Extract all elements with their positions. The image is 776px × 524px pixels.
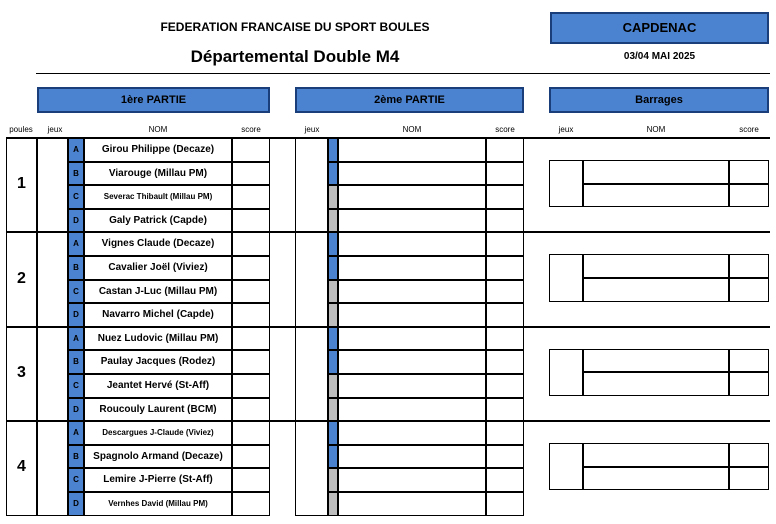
- player-letter: A: [68, 232, 84, 256]
- jeux-cell: [37, 232, 68, 326]
- player-letter: A: [68, 421, 84, 445]
- player-letter: B: [68, 256, 84, 280]
- marker-cell: [328, 138, 338, 162]
- score-cell: [486, 185, 524, 209]
- player-letter: D: [68, 398, 84, 422]
- barrage-score-cell: [729, 184, 769, 208]
- barrage-name-cell: [583, 372, 729, 396]
- score-cell: [232, 445, 270, 469]
- marker-cell: [328, 162, 338, 186]
- score-cell: [486, 138, 524, 162]
- player-letter: C: [68, 185, 84, 209]
- score-cell: [232, 232, 270, 256]
- score-cell: [486, 256, 524, 280]
- player-name: Cavalier Joël (Viviez): [84, 256, 232, 280]
- score-cell: [486, 445, 524, 469]
- header-divider: [36, 73, 770, 74]
- marker-cell: [328, 185, 338, 209]
- score-cell: [232, 185, 270, 209]
- score-cell: [486, 232, 524, 256]
- player-name: Vernhes David (Millau PM): [84, 492, 232, 516]
- player-name: Castan J-Luc (Millau PM): [84, 280, 232, 304]
- name-cell: [338, 138, 486, 162]
- score-cell: [486, 374, 524, 398]
- player-letter: C: [68, 374, 84, 398]
- player-name: Roucouly Laurent (BCM): [84, 398, 232, 422]
- name-cell: [338, 421, 486, 445]
- marker-cell: [328, 350, 338, 374]
- name-cell: [338, 209, 486, 233]
- score-cell: [232, 280, 270, 304]
- name-cell: [338, 162, 486, 186]
- name-cell: [338, 232, 486, 256]
- score-cell: [232, 468, 270, 492]
- name-cell: [338, 374, 486, 398]
- score-cell: [232, 303, 270, 327]
- player-name: Paulay Jacques (Rodez): [84, 350, 232, 374]
- marker-cell: [328, 492, 338, 516]
- score-cell: [232, 350, 270, 374]
- col-poules: poules: [9, 125, 33, 134]
- federation-title: FEDERATION FRANCAISE DU SPORT BOULES: [160, 20, 430, 34]
- barrage-name-cell: [583, 443, 729, 467]
- marker-cell: [328, 232, 338, 256]
- marker-cell: [328, 280, 338, 304]
- col-score-1: score: [241, 125, 261, 134]
- jeux-cell: [295, 232, 328, 326]
- player-letter: C: [68, 468, 84, 492]
- score-cell: [232, 374, 270, 398]
- score-cell: [232, 138, 270, 162]
- poule-number: 3: [17, 364, 26, 381]
- name-cell: [338, 256, 486, 280]
- barrage-jeux-cell: [549, 443, 583, 490]
- poule-number: 1: [17, 175, 26, 193]
- marker-cell: [328, 374, 338, 398]
- score-cell: [486, 398, 524, 422]
- barrage-score-cell: [729, 278, 769, 302]
- name-cell: [338, 492, 486, 516]
- barrage-jeux-cell: [549, 254, 583, 301]
- score-cell: [232, 421, 270, 445]
- poule-separator: [6, 137, 770, 139]
- event-date: 03/04 MAI 2025: [623, 51, 696, 62]
- player-name: Navarro Michel (Capde): [84, 303, 232, 327]
- partie1-header: 1ère PARTIE: [37, 87, 270, 113]
- player-name: Severac Thibault (Millau PM): [84, 185, 232, 209]
- score-cell: [486, 209, 524, 233]
- jeux-cell: [37, 327, 68, 421]
- name-cell: [338, 327, 486, 351]
- score-cell: [232, 327, 270, 351]
- jeux-cell: [37, 421, 68, 515]
- player-name: Spagnolo Armand (Decaze): [84, 445, 232, 469]
- score-cell: [486, 468, 524, 492]
- col-nom-1: NOM: [148, 125, 168, 134]
- name-cell: [338, 350, 486, 374]
- score-cell: [232, 256, 270, 280]
- marker-cell: [328, 303, 338, 327]
- barrage-name-cell: [583, 278, 729, 302]
- marker-cell: [328, 256, 338, 280]
- player-letter: A: [68, 327, 84, 351]
- barrage-name-cell: [583, 349, 729, 373]
- name-cell: [338, 468, 486, 492]
- player-name: Girou Philippe (Decaze): [84, 138, 232, 162]
- barrage-score-cell: [729, 443, 769, 467]
- marker-cell: [328, 398, 338, 422]
- name-cell: [338, 280, 486, 304]
- player-letter: C: [68, 280, 84, 304]
- col-nom-3: NOM: [646, 125, 666, 134]
- score-cell: [486, 280, 524, 304]
- name-cell: [338, 185, 486, 209]
- score-cell: [486, 327, 524, 351]
- score-cell: [486, 162, 524, 186]
- barrage-score-cell: [729, 349, 769, 373]
- name-cell: [338, 398, 486, 422]
- poule-number: 2: [17, 269, 26, 287]
- col-score-2: score: [495, 125, 515, 134]
- barrage-name-cell: [583, 254, 729, 278]
- marker-cell: [328, 209, 338, 233]
- player-name: Descargues J-Claude (Viviez): [84, 421, 232, 445]
- barrage-score-cell: [729, 467, 769, 491]
- barrage-name-cell: [583, 160, 729, 184]
- col-jeux-1: jeux: [47, 125, 63, 134]
- player-letter: D: [68, 303, 84, 327]
- player-letter: A: [68, 138, 84, 162]
- barrage-jeux-cell: [549, 349, 583, 396]
- player-name: Vignes Claude (Decaze): [84, 232, 232, 256]
- col-jeux-3: jeux: [558, 125, 574, 134]
- score-cell: [232, 209, 270, 233]
- page-title: Départemental Double M4: [190, 47, 400, 66]
- poule-separator: [6, 231, 770, 233]
- barrages-header: Barrages: [549, 87, 769, 113]
- player-name: Jeantet Hervé (St-Aff): [84, 374, 232, 398]
- col-nom-2: NOM: [402, 125, 422, 134]
- barrage-jeux-cell: [549, 160, 583, 207]
- poule-separator: [6, 420, 770, 422]
- score-cell: [486, 350, 524, 374]
- marker-cell: [328, 445, 338, 469]
- name-cell: [338, 445, 486, 469]
- poule-separator: [6, 326, 770, 328]
- barrage-score-cell: [729, 254, 769, 278]
- score-cell: [232, 162, 270, 186]
- poule-number: 4: [17, 458, 26, 476]
- player-name: Lemire J-Pierre (St-Aff): [84, 468, 232, 492]
- player-name: Viarouge (Millau PM): [84, 162, 232, 186]
- jeux-cell: [295, 138, 328, 232]
- partie2-header: 2ème PARTIE: [295, 87, 524, 113]
- city-badge: CAPDENAC: [550, 12, 769, 44]
- player-name: Galy Patrick (Capde): [84, 209, 232, 233]
- marker-cell: [328, 421, 338, 445]
- col-score-3: score: [739, 125, 759, 134]
- barrage-name-cell: [583, 184, 729, 208]
- barrage-score-cell: [729, 372, 769, 396]
- player-name: Nuez Ludovic (Millau PM): [84, 327, 232, 351]
- player-letter: D: [68, 209, 84, 233]
- player-letter: D: [68, 492, 84, 516]
- barrage-name-cell: [583, 467, 729, 491]
- score-cell: [486, 303, 524, 327]
- player-letter: B: [68, 162, 84, 186]
- col-jeux-2: jeux: [304, 125, 320, 134]
- score-cell: [486, 421, 524, 445]
- barrage-score-cell: [729, 160, 769, 184]
- jeux-cell: [295, 421, 328, 515]
- score-cell: [232, 492, 270, 516]
- jeux-cell: [37, 138, 68, 232]
- jeux-cell: [295, 327, 328, 421]
- player-letter: B: [68, 350, 84, 374]
- marker-cell: [328, 327, 338, 351]
- player-letter: B: [68, 445, 84, 469]
- name-cell: [338, 303, 486, 327]
- score-cell: [486, 492, 524, 516]
- score-cell: [232, 398, 270, 422]
- marker-cell: [328, 468, 338, 492]
